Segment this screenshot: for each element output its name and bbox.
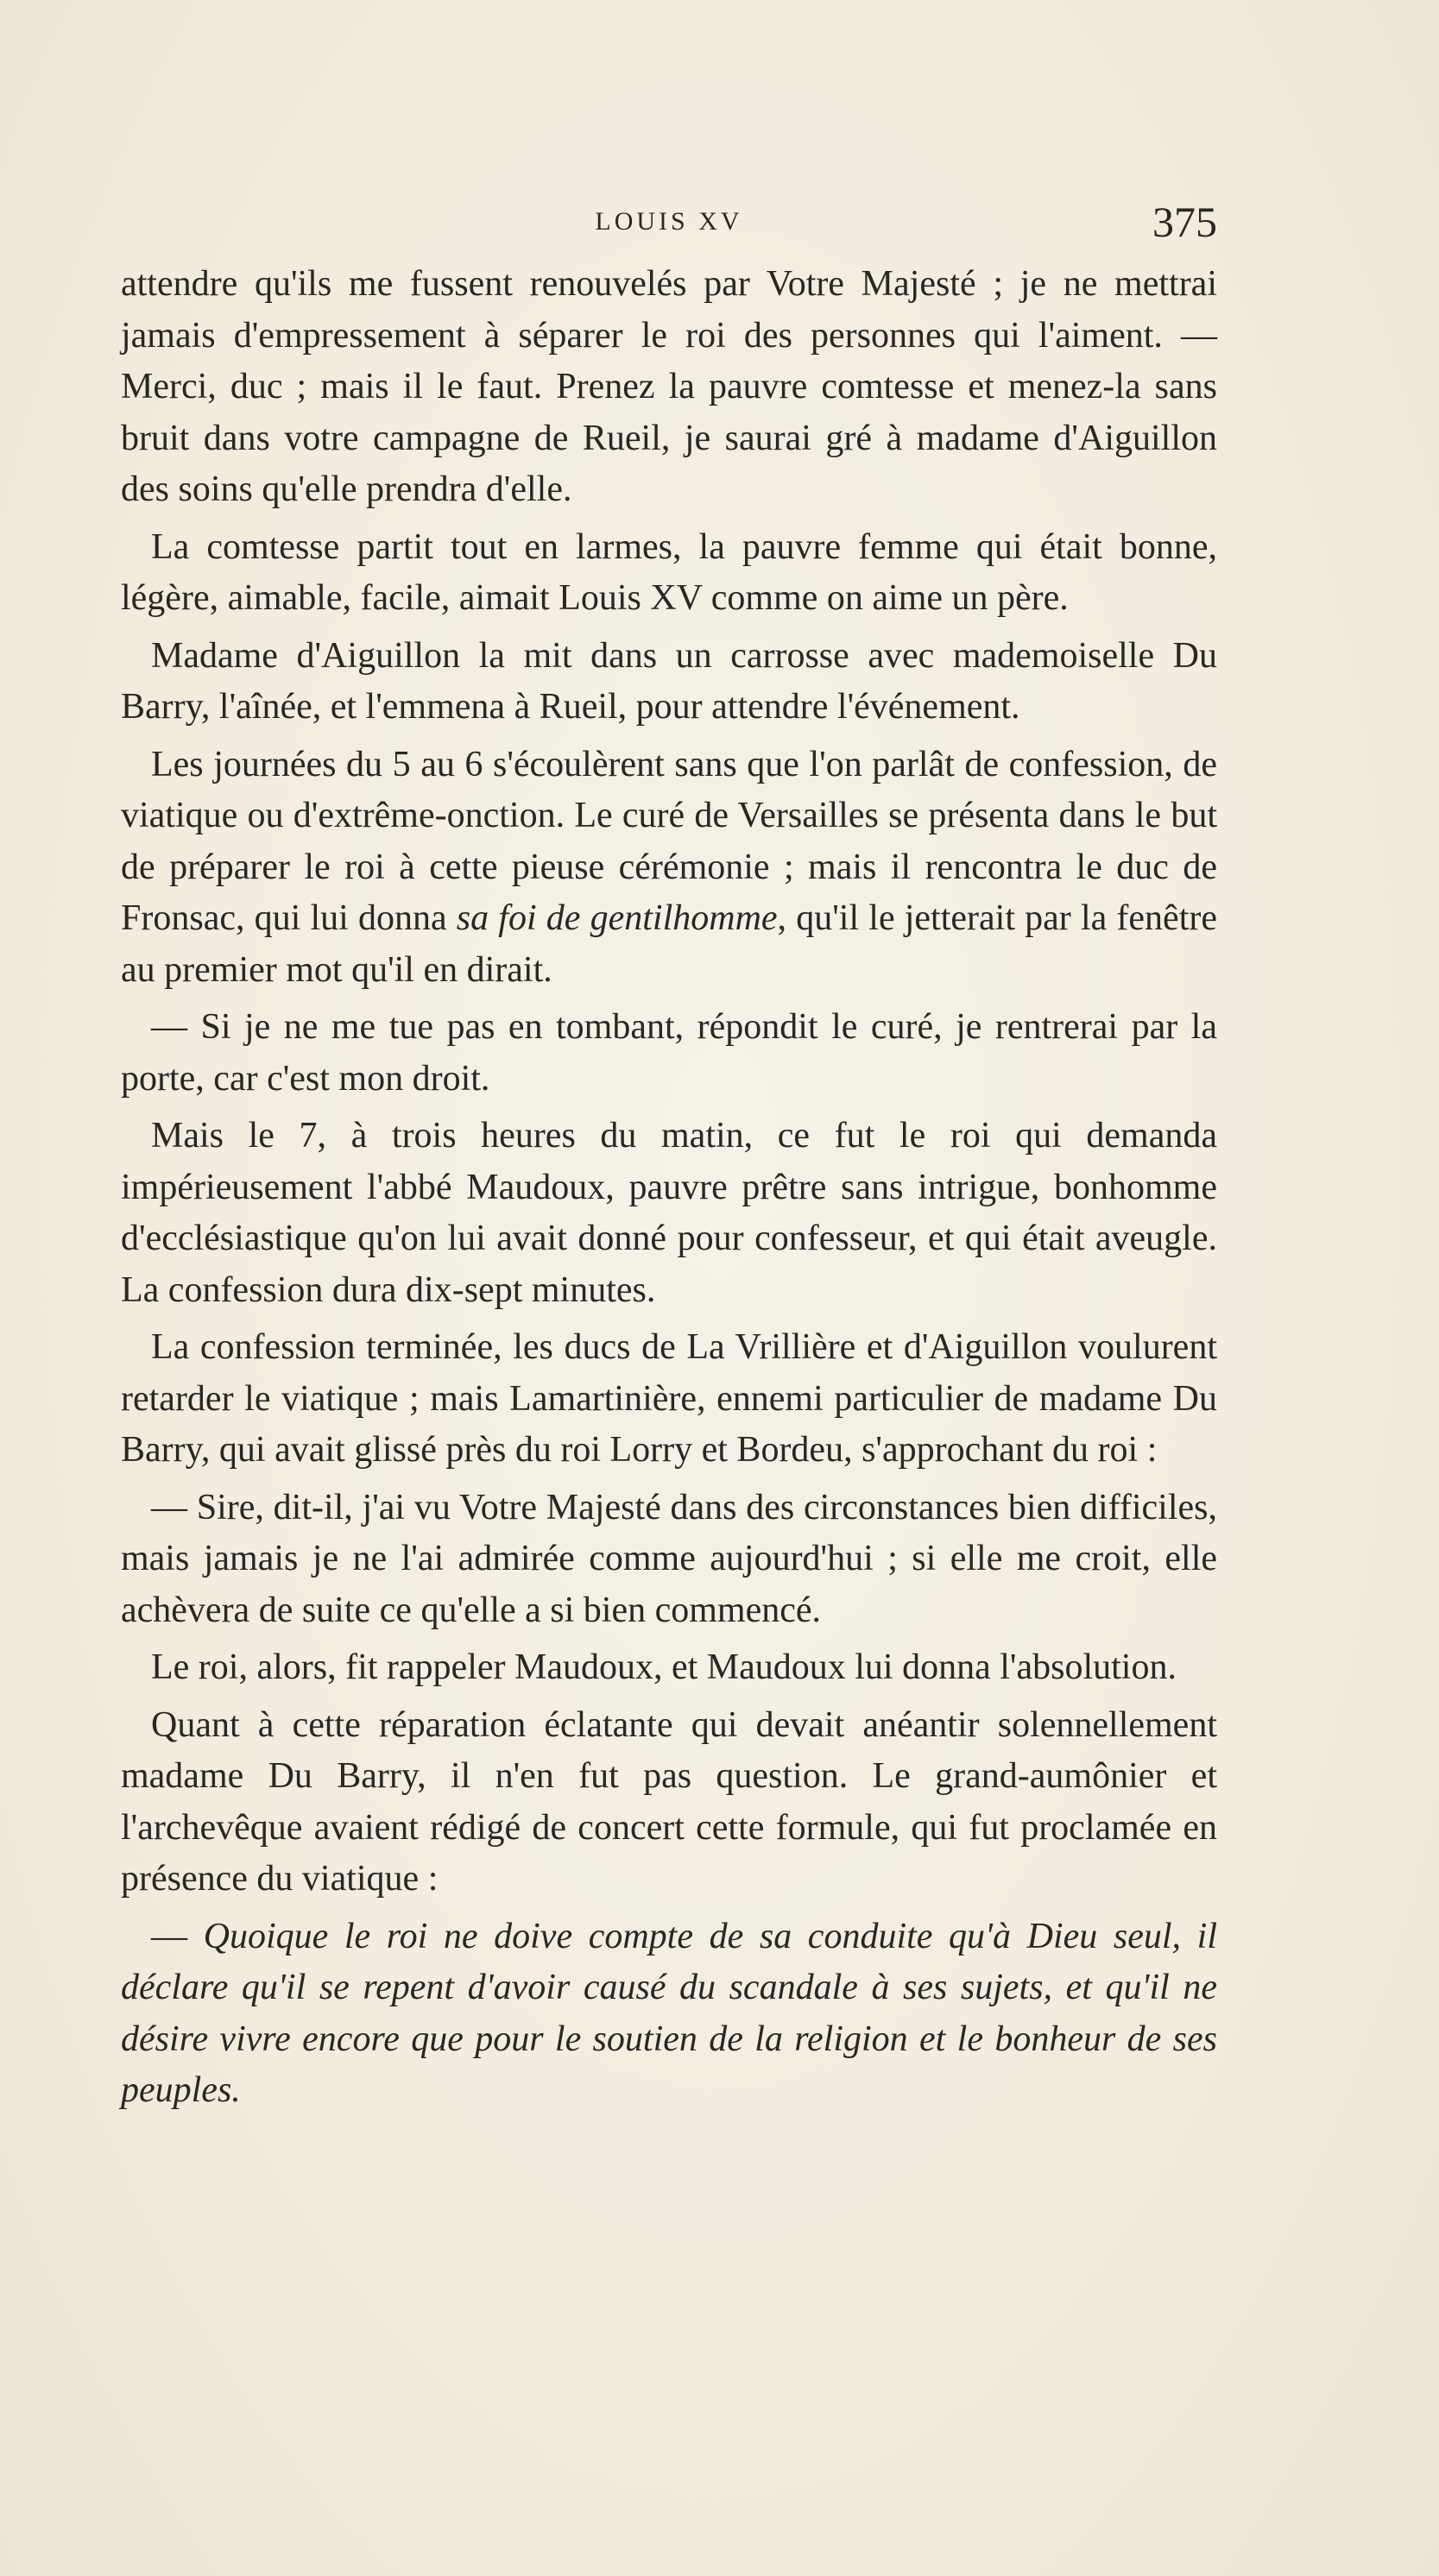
text-segment: Le roi, alors, fit rappeler Maudoux, et Maudoux lui donna l'absolution. [151,1647,1177,1687]
text-segment: La confession terminée, les ducs de La Vrillière et d'Aiguillon voulurent retarder le viatique ; mais Lamartinière, ennemi particulier de madame Du Barry, qui avait glissé près du roi Lorry et Bordeu, s'approchant du roi : [121,1327,1217,1470]
text-segment: Madame d'Aiguillon la mit dans un carrosse avec mademoiselle Du Barry, l'aînée, et l'emmena à Rueil, pour attendre l'événement. [121,635,1217,727]
paragraph [121,1700,1217,1905]
paragraph [121,1642,1217,1694]
text-segment: La comtesse partit tout en larmes, la pauvre femme qui était bonne, légère, aimable, facile, aimait Louis XV comme on aime un père. [121,526,1217,618]
paragraph [121,1912,1217,2117]
italic-text: Quoique le roi ne doive compte de sa conduite qu'à Dieu seul, il déclare qu'il se repent d'avoir causé du scandale à ses sujets, et qu'il ne désire vivre encore que pour le soutien de la religion et le bonheur de ses peuples. [121,1916,1218,2110]
running-head [121,197,1217,249]
text-segment: — Si je ne me tue pas en tombant, répondit le curé, je rentrerai par la porte, car c'est mon droit. [121,1007,1217,1099]
italic-text: sa foi de gentilhomme [456,898,778,938]
paragraph [121,1002,1217,1105]
text-segment: — [151,1916,204,1956]
paragraph [121,1322,1217,1477]
body-text [121,259,1217,2123]
text-segment: attendre qu'ils me fussent renouvelés par Votre Majesté ; je ne mettrai jamais d'empressement à séparer le roi des personnes qui l'aiment. — Merci, duc ; mais il le faut. Prenez la pauvre comtesse et menez-la sans bruit dans votre campagne de Rueil, je saurai gré à madame d'Aiguillon des soins qu'elle prendra d'elle. [121,264,1217,509]
text-segment: Quant à cette réparation éclatante qui devait anéantir solennellement madame Du Barry, il n'en fut pas question. Le grand-aumônier et l'archevêque avaient rédigé de concert cette formule, qui fut proclamée en présence du viatique : [121,1704,1217,1899]
text-segment: — Sire, dit-il, j'ai vu Votre Majesté dans des circonstances bien difficiles, mais jamais je ne l'ai admirée comme aujourd'hui ; si elle me croit, elle achèvera de suite ce qu'elle a si bien commencé. [121,1487,1217,1630]
text-segment: Les journées du 5 au 6 s'écoulèrent sans que l'on parlât de confession, de viatique ou d'extrême-onction. Le curé de Versailles se présenta dans le but de préparer le roi à cette pieuse cérémonie ; mais il rencontra le duc de Fronsac, qui lui donna [121,744,1217,938]
paragraph [121,1483,1217,1637]
text-segment: , qu'il le jetterait par la fenêtre au premier mot qu'il en dirait. [121,898,1217,990]
text-segment: Mais le 7, à trois heures du matin, ce fut le roi qui demanda impérieusement l'abbé Maudoux, pauvre prêtre sans intrigue, bonhomme d'ecclésiastique qu'on lui avait donné pour confesseur, et qui était aveugle. La confession dura dix-sept minutes. [121,1116,1217,1310]
paragraph [121,1111,1217,1316]
page-number: 375 [1152,198,1217,246]
running-title: LOUIS XV [595,207,743,236]
paragraph [121,522,1217,625]
paragraph [121,740,1217,997]
paragraph [121,259,1217,516]
paragraph [121,631,1217,734]
